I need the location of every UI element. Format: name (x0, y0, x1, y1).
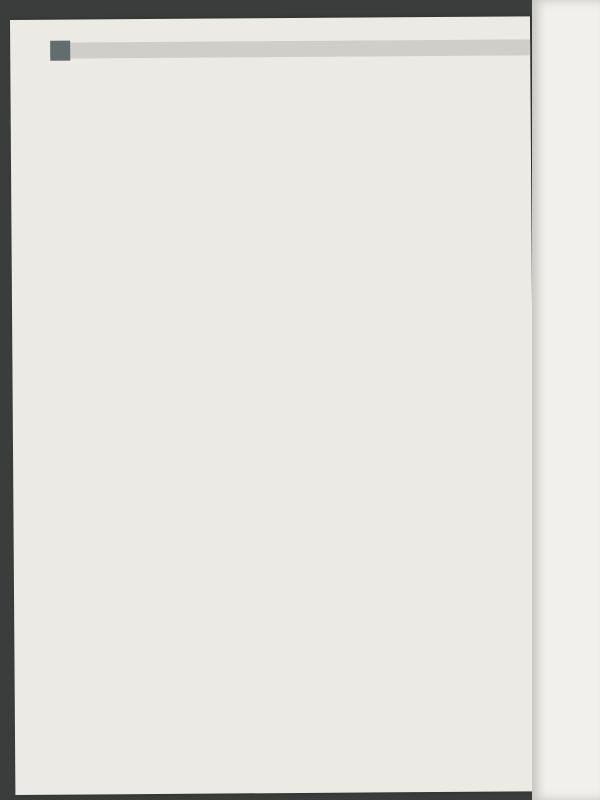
book-page-right-edge (532, 0, 600, 800)
table-of-contents (62, 70, 522, 85)
book-page-left (10, 16, 535, 795)
toc-section-top (62, 70, 522, 73)
page-number (50, 41, 70, 61)
header-bar (50, 39, 530, 58)
